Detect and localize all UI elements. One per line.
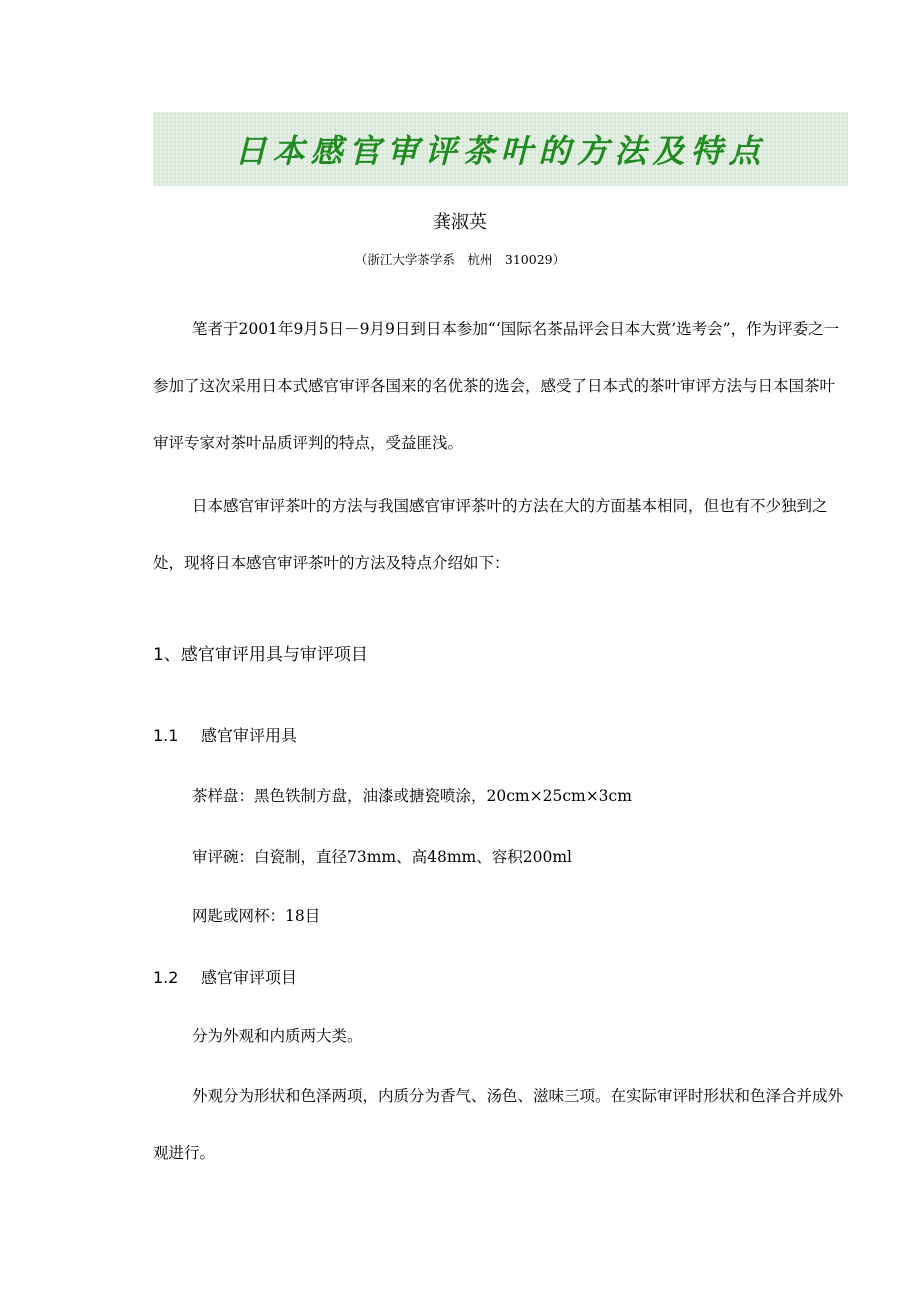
- subsection-title: 感官审评用具: [201, 726, 298, 745]
- subsection-number: 1.2: [153, 968, 179, 987]
- items-paragraph-1: 分为外观和内质两大类。: [192, 1027, 363, 1045]
- tool-item-bowl: 审评碗：白瓷制，直径73mm、高48mm、容积200ml: [192, 848, 572, 866]
- title-banner: [153, 112, 848, 186]
- subsection-1-2-heading: [153, 965, 297, 988]
- intro-paragraph-2: 日本感官审评茶叶的方法与我国感官审评茶叶的方法在大的方面基本相同，但也有不少独到之处，现将日本感官审评茶叶的方法及特点介绍如下：: [153, 497, 828, 572]
- tool-item-strainer: 网匙或网杯：18目: [192, 907, 321, 925]
- subsection-1-1-heading: [153, 723, 297, 746]
- document-title: 日本感官审评茶叶的方法及特点: [234, 132, 767, 170]
- subsection-number: 1.1: [153, 726, 179, 745]
- subsection-title: 感官审评项目: [201, 968, 298, 987]
- items-paragraph-2: 外观分为形状和色泽两项，内质分为香气、汤色、滋味三项。在实际审评时形状和色泽合并成外观进行。: [153, 1087, 844, 1162]
- tool-item-tray: 茶样盘：黑色铁制方盘，油漆或搪瓷喷涂，20cm×25cm×3cm: [192, 787, 632, 805]
- author-name: 龚淑英: [433, 212, 487, 233]
- intro-paragraph-1: 笔者于2001年9月5日－9月9日到日本参加“‘国际名茶品评会日本大赏’选考会”，作为评委之一参加了这次采用日本式感官审评各国来的名优茶的选会，感受了日本式的茶叶审评方法与日本国茶叶审评专家对茶叶品质评判的特点，受益匪浅。: [153, 320, 840, 452]
- section-1-heading: 1、感官审评用具与审评项目: [153, 645, 368, 665]
- author-affiliation: （浙江大学茶学系 杭州 310029）: [354, 252, 566, 267]
